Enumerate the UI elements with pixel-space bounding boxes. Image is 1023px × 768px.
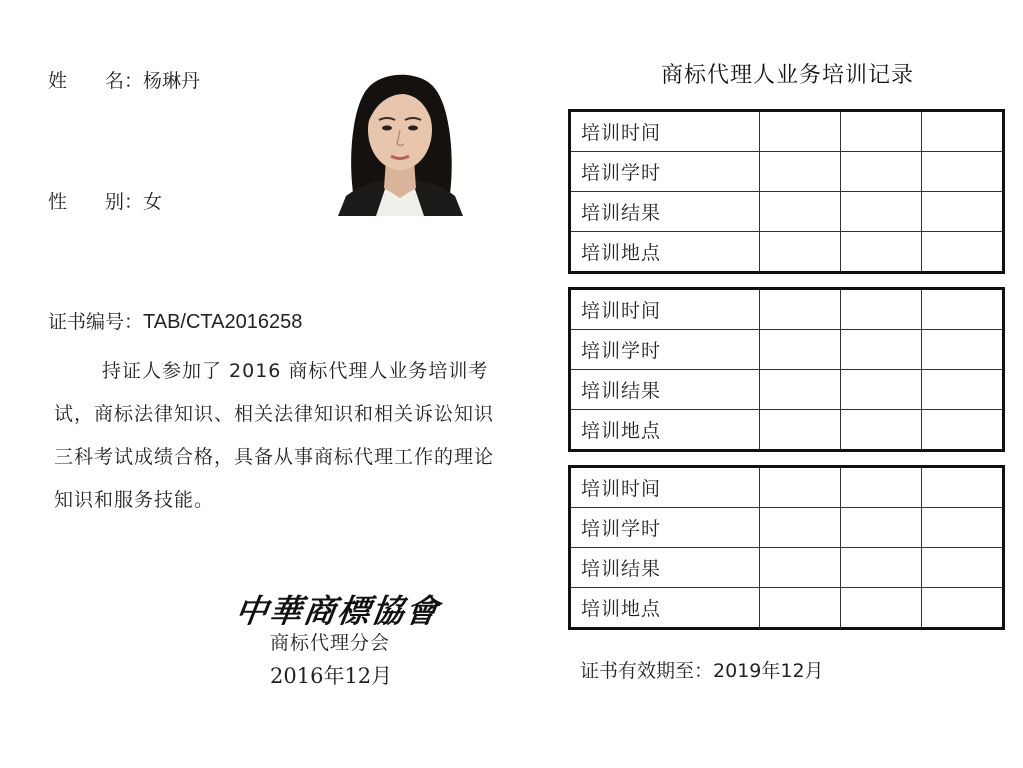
validity-value: 2019年12月 bbox=[713, 660, 824, 682]
issue-date: 2016年12月 bbox=[270, 664, 393, 688]
record-cell bbox=[841, 467, 922, 508]
record-cell bbox=[841, 330, 922, 370]
record-cell bbox=[760, 192, 841, 232]
record-cell bbox=[922, 467, 1004, 508]
row-label: 培训地点 bbox=[570, 410, 760, 451]
record-cell bbox=[760, 232, 841, 273]
record-cell bbox=[760, 588, 841, 629]
name-value: 杨琳丹 bbox=[143, 70, 201, 92]
record-cell bbox=[760, 330, 841, 370]
record-cell bbox=[922, 370, 1004, 410]
cert-number-row bbox=[48, 307, 302, 334]
record-cell bbox=[922, 152, 1004, 192]
row-label: 培训结果 bbox=[570, 548, 760, 588]
record-cell bbox=[760, 370, 841, 410]
issuer-branch: 商标代理分会 bbox=[270, 632, 391, 654]
table-row bbox=[570, 192, 1004, 232]
record-cell bbox=[922, 192, 1004, 232]
record-cell bbox=[841, 111, 922, 152]
portrait-image bbox=[338, 68, 463, 216]
record-cell bbox=[760, 111, 841, 152]
record-cell bbox=[922, 289, 1004, 330]
row-label: 培训时间 bbox=[570, 467, 760, 508]
certification-statement bbox=[54, 350, 494, 522]
record-cell bbox=[841, 289, 922, 330]
record-cell bbox=[760, 289, 841, 330]
record-cell bbox=[841, 548, 922, 588]
table-row bbox=[570, 588, 1004, 629]
cert-number-value: TAB/CTA2016258 bbox=[143, 311, 303, 333]
name-label: 姓 名： bbox=[48, 70, 144, 92]
gender-value: 女 bbox=[143, 191, 163, 213]
records-title: 商标代理人业务培训记录 bbox=[660, 63, 914, 88]
gender-label: 性 别： bbox=[48, 191, 144, 213]
record-cell bbox=[760, 410, 841, 451]
row-label: 培训结果 bbox=[570, 192, 760, 232]
row-label: 培训时间 bbox=[570, 111, 760, 152]
gender-row bbox=[48, 187, 162, 214]
row-label: 培训学时 bbox=[570, 152, 760, 192]
training-record-table-2 bbox=[568, 287, 1005, 452]
association-seal-logo: 中華商標協會 bbox=[233, 592, 443, 630]
table-row bbox=[570, 152, 1004, 192]
record-cell bbox=[841, 232, 922, 273]
record-cell bbox=[841, 152, 922, 192]
row-label: 培训学时 bbox=[570, 330, 760, 370]
training-record-table-3 bbox=[568, 465, 1005, 630]
name-row bbox=[48, 66, 200, 93]
validity-label: 证书有效期至： bbox=[580, 660, 714, 682]
table-row bbox=[570, 330, 1004, 370]
record-cell bbox=[922, 410, 1004, 451]
record-cell bbox=[760, 508, 841, 548]
record-cell bbox=[841, 508, 922, 548]
holder-photo bbox=[338, 68, 463, 216]
training-record-table-1 bbox=[568, 109, 1005, 274]
record-cell bbox=[841, 370, 922, 410]
row-label: 培训时间 bbox=[570, 289, 760, 330]
table-row bbox=[570, 410, 1004, 451]
record-cell bbox=[922, 508, 1004, 548]
record-cell bbox=[922, 232, 1004, 273]
cert-number-label: 证书编号： bbox=[48, 311, 144, 333]
record-cell bbox=[841, 588, 922, 629]
table-row bbox=[570, 548, 1004, 588]
record-cell bbox=[841, 410, 922, 451]
row-label: 培训地点 bbox=[570, 232, 760, 273]
table-row bbox=[570, 508, 1004, 548]
record-cell bbox=[760, 548, 841, 588]
record-cell bbox=[841, 192, 922, 232]
table-row bbox=[570, 467, 1004, 508]
record-cell bbox=[922, 111, 1004, 152]
row-label: 培训地点 bbox=[570, 588, 760, 629]
record-cell bbox=[760, 467, 841, 508]
row-label: 培训学时 bbox=[570, 508, 760, 548]
table-row bbox=[570, 289, 1004, 330]
table-row bbox=[570, 232, 1004, 273]
record-cell bbox=[922, 330, 1004, 370]
table-row bbox=[570, 370, 1004, 410]
record-cell bbox=[922, 588, 1004, 629]
table-row bbox=[570, 111, 1004, 152]
record-cell bbox=[760, 152, 841, 192]
statement-text: 持证人参加了 2016 商标代理人业务培训考试，商标法律知识、相关法律知识和相关诉讼知识三科考试成绩合格，具备从事商标代理工作的理论知识和服务技能。 bbox=[54, 360, 495, 511]
record-cell bbox=[922, 548, 1004, 588]
row-label: 培训结果 bbox=[570, 370, 760, 410]
validity-row bbox=[580, 656, 824, 683]
